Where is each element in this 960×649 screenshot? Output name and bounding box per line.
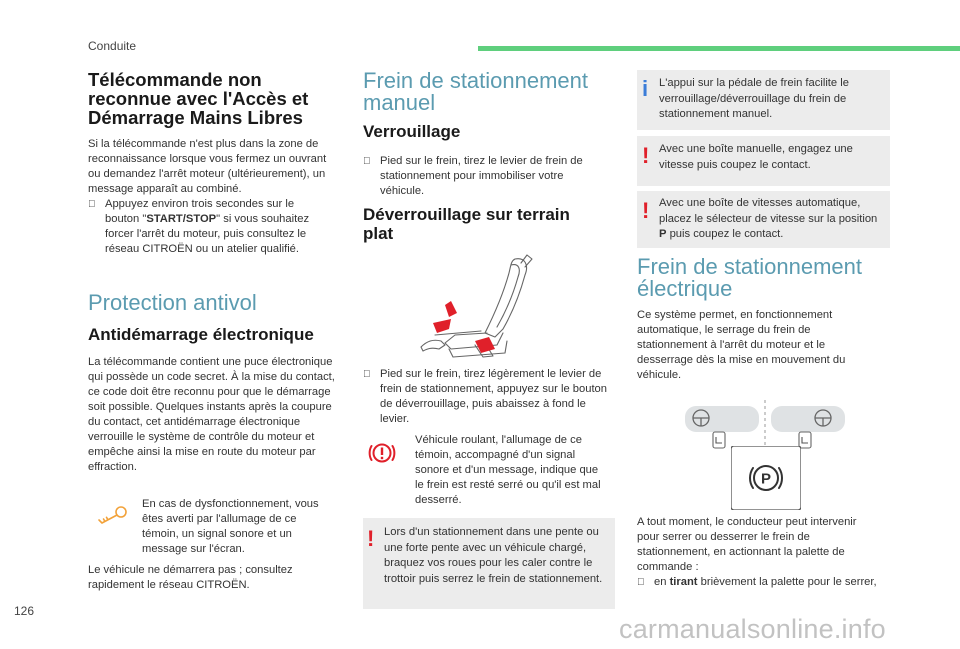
key-warning-icon xyxy=(94,503,130,529)
slope-warning-text: Lors d'un stationnement dans une pente ou une forte pente avec un véhicule chargé, braquez vos roues pour les caler contre le trottoir puis serrez le frein de stationnement. xyxy=(384,526,603,585)
auto-text-post: puis coupez le contact. xyxy=(666,228,784,240)
brake-warning-icon xyxy=(367,438,397,468)
manual-brake-title: Frein de stationnement manuel xyxy=(363,68,589,115)
exclamation-icon: ! xyxy=(367,526,375,551)
automatic-gearbox-box xyxy=(637,191,890,248)
svg-text:P: P xyxy=(760,470,772,488)
bullet-arrow-icon xyxy=(637,575,645,590)
manual-gearbox-text: Avec une boîte manuelle, engagez une vitesse puis coupez le contact. xyxy=(659,143,853,171)
automatic-gearbox-text xyxy=(659,196,881,243)
key-note xyxy=(142,497,332,557)
electric-brake-text: Ce système permet, en fonctionnement automatique, le serrage du frein de stationnement à l'arrêt du moteur et le desserrage dès la mise en mouvement du véhicule. xyxy=(637,309,846,381)
pull-lever-bullet xyxy=(637,575,882,590)
locking-title: Verrouillage xyxy=(363,122,461,141)
immobiliser-paragraph xyxy=(88,355,346,475)
remote-title: Télécommande non reconnue avec l'Accès et Démarrage Mains Libres xyxy=(88,69,309,128)
info-box xyxy=(637,70,890,130)
locking-heading xyxy=(363,122,613,141)
exclamation-icon: ! xyxy=(642,143,650,168)
locking-bullet-block xyxy=(363,154,603,199)
position-p-label: P xyxy=(659,228,667,240)
electric-brake-paragraph xyxy=(637,308,882,383)
locking-bullet xyxy=(363,154,603,199)
info-box-text: L'appui sur la pédale de frein facilite le verrouillage/déverrouillage du frein de stationnement manuel. xyxy=(659,77,849,120)
immobiliser-title: Antidémarrage électronique xyxy=(88,325,314,344)
manual-gearbox-box xyxy=(637,136,890,186)
key-note-text: En cas de dysfonctionnement, vous êtes averti par l'allumage de ce témoin, un signal sonore et un message sur l'écran. xyxy=(142,498,319,555)
antitheft-title: Protection antivol xyxy=(88,290,257,315)
remote-paragraph xyxy=(88,137,328,257)
unlocking-title: Déverrouillage sur terrain plat xyxy=(363,205,570,243)
electric-brake-section xyxy=(637,256,887,300)
pull-text-pre: en xyxy=(654,576,670,588)
watermark: carmanualsonline.info xyxy=(619,614,886,644)
remote-text: Si la télécommande n'est plus dans la zone de reconnaissance lorsque vous fermez un ouvrant ou demandez l'arrêt moteur (ultérieurement), un message apparaît au combiné. xyxy=(88,138,327,195)
bullet-arrow-icon xyxy=(88,197,96,212)
manual-brake-section xyxy=(363,70,613,114)
slope-warning-box xyxy=(363,518,615,609)
auto-text-pre: Avec une boîte de vitesses automatique, placez le sélecteur de vitesse sur la position xyxy=(659,197,878,225)
immobiliser-heading xyxy=(88,325,348,344)
warning-lamp-note xyxy=(415,433,605,508)
header-accent-bar xyxy=(478,46,960,51)
locking-bullet-text: Pied sur le frein, tirez le levier de frein de stationnement pour immobiliser votre véhicule. xyxy=(380,155,583,197)
unlocking-heading xyxy=(363,205,603,243)
electric-brake-title: Frein de stationnement électrique xyxy=(637,254,863,301)
info-icon: i xyxy=(642,76,649,101)
unlocking-bullet-text: Pied sur le frein, tirez légèrement le levier de frein de stationnement, appuyez sur le bouton de déverrouillage, puis abaissez à fond le levier. xyxy=(380,368,608,425)
pull-text-post: brièvement la palette pour le serrer, xyxy=(697,576,877,588)
driver-intervention-paragraph xyxy=(637,515,882,590)
bullet-arrow-icon xyxy=(363,154,371,169)
exclamation-icon: ! xyxy=(642,198,650,223)
section-label: Conduite xyxy=(88,39,137,53)
immobiliser-text: La télécommande contient une puce électronique qui possède un code secret. À la mise du contact, ce code doit être reconnu pour que le démarrage soit possible. Quelques instants après la coupure du contact, cet antidémarrage électronique verrouille le système de contrôle du moteur et empêche ainsi la mise en route du moteur par effraction. xyxy=(88,356,335,473)
bullet-text-post: " si vous souhaitez forcer l'arrêt du moteur, puis consultez le réseau CITROËN ou un atelier qualifié. xyxy=(105,213,310,255)
bullet-arrow-icon xyxy=(363,367,371,382)
vehicle-not-start xyxy=(88,563,328,593)
antitheft-section xyxy=(88,292,348,314)
seat-lever-illustration xyxy=(415,253,535,365)
column-1 xyxy=(88,70,343,127)
page-number: 126 xyxy=(14,604,35,618)
warning-lamp-text: Véhicule roulant, l'allumage de ce témoin, accompagné d'un signal sonore et d'un message, indique que le frein est resté serré ou qu'il est mal desserré. xyxy=(415,434,601,506)
parking-brake-p-icon xyxy=(731,446,801,510)
vehicle-not-start-text: Le véhicule ne démarrera pas ; consultez rapidement le réseau CITROËN. xyxy=(88,564,293,591)
bullet-text-pre: Appuyez environ trois secondes sur le bouton " xyxy=(105,198,295,225)
pull-label: tirant xyxy=(669,576,698,588)
unlocking-bullet-block xyxy=(363,367,608,427)
force-stop-bullet xyxy=(88,197,328,257)
driver-intervention-text: A tout moment, le conducteur peut intervenir pour serrer ou desserrer le frein de stationnement, en actionnant la palette de commande : xyxy=(637,516,857,573)
unlocking-bullet xyxy=(363,367,608,427)
start-stop-label: START/STOP xyxy=(146,213,217,225)
